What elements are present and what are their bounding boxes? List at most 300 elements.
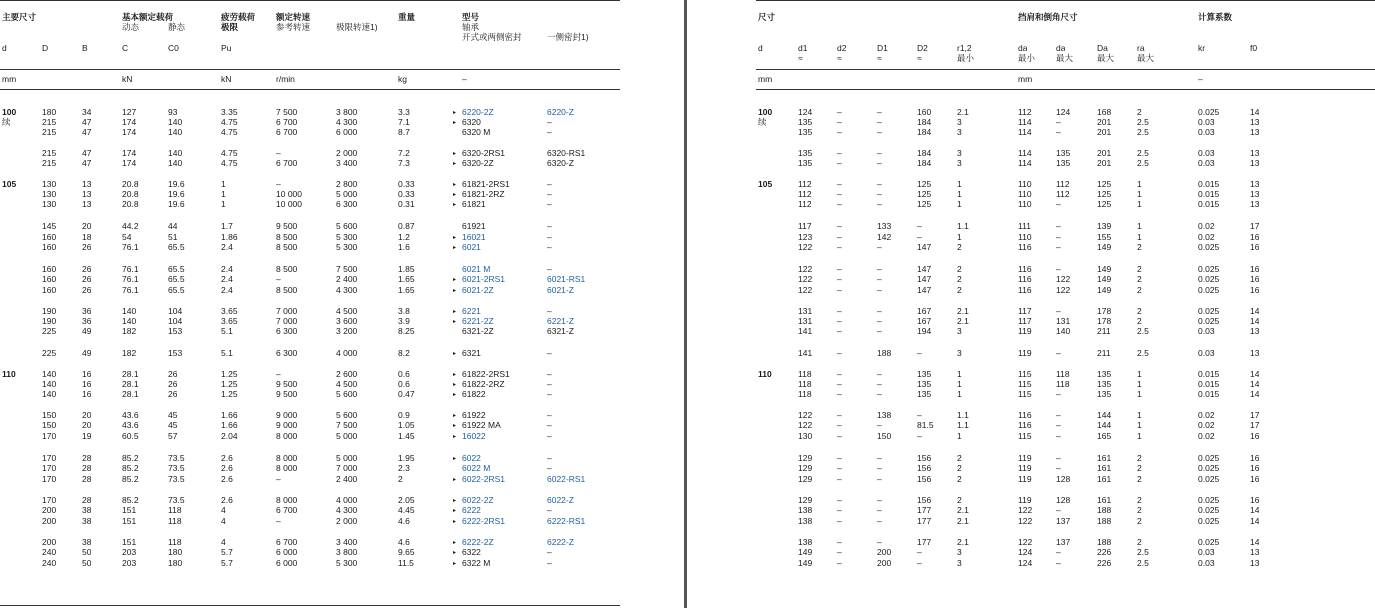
cell-d2: – — [837, 558, 842, 568]
arrow-marker-icon: ▸ — [453, 456, 457, 462]
cell-designation[interactable]: 6021 M — [462, 264, 491, 274]
sym-f0: f0 — [1250, 43, 1258, 53]
cell-limit-speed: 7 500 — [336, 420, 358, 430]
cell-mass: 11.5 — [398, 558, 414, 568]
header-load-dynamic: 动态 — [122, 22, 140, 32]
cell-Da: 201 — [1097, 127, 1112, 137]
cell-D: 140 — [42, 379, 57, 389]
cell-mass: 3.8 — [398, 306, 410, 316]
cell-one-side: – — [547, 221, 552, 231]
cell-D: 190 — [42, 316, 57, 326]
cell-da-min: 114 — [1018, 127, 1032, 137]
header-main-dimensions: 主要尺寸 — [2, 12, 37, 22]
cell-one-side[interactable]: 6022-Z — [547, 495, 574, 505]
cell-D1: 150 — [877, 431, 892, 441]
cell-Da: 125 — [1097, 179, 1112, 189]
cell-mass: 8.2 — [398, 348, 410, 358]
cell-limit-speed: 3 800 — [336, 547, 358, 557]
cell-C0: 65.5 — [168, 264, 185, 274]
cell-Da: 201 — [1097, 158, 1112, 168]
cell-designation[interactable]: 6220-2Z — [462, 107, 494, 117]
cell-Pu: 2.4 — [221, 242, 233, 252]
unit-kN: kN — [221, 74, 232, 84]
cell-r12: 1 — [957, 431, 962, 441]
cell-d: 100 — [2, 107, 17, 117]
cell-r12: 2.1 — [957, 107, 969, 117]
cell-C0: 118 — [168, 516, 182, 526]
header-abutment: 挡肩和倒角尺寸 — [1018, 12, 1078, 22]
arrow-marker-icon: ▸ — [453, 351, 457, 357]
cell-kr: 0.025 — [1198, 463, 1220, 473]
cell-ra: 2 — [1137, 306, 1142, 316]
cell-D1: – — [877, 389, 882, 399]
cell-designation: 6320 — [462, 117, 481, 127]
cell-limit-speed: 4 000 — [336, 495, 358, 505]
cell-r12: 3 — [957, 348, 962, 358]
cell-ref-speed: – — [276, 474, 281, 484]
cell-f0: 16 — [1250, 453, 1260, 463]
header-one-side: 一侧密封1) — [547, 32, 589, 42]
cell-mass: 0.6 — [398, 369, 410, 379]
cell-r12: 1.1 — [957, 410, 969, 420]
cell-D1: 200 — [877, 547, 892, 557]
cell-r12: 2 — [957, 274, 962, 284]
cell-ref-speed: 8 500 — [276, 232, 298, 242]
cell-B: 47 — [82, 158, 92, 168]
cell-limit-speed: 5 000 — [336, 431, 358, 441]
cell-da-max: – — [1056, 199, 1061, 209]
cell-kr: 0.03 — [1198, 558, 1215, 568]
cell-Pu: 1.66 — [221, 420, 238, 430]
cell-D1: – — [877, 495, 882, 505]
cell-ra: 2 — [1137, 274, 1142, 284]
cell-B: 16 — [82, 379, 92, 389]
cell-ra: 2 — [1137, 107, 1142, 117]
cell-one-side: – — [547, 199, 552, 209]
cell-r12: 2 — [957, 453, 962, 463]
cell-designation[interactable]: 16022 — [462, 431, 486, 441]
cell-one-side: – — [547, 369, 552, 379]
arrow-marker-icon: ▸ — [453, 382, 457, 388]
cell-designation[interactable]: 6221-2Z — [462, 316, 494, 326]
cell-ref-speed: 6 700 — [276, 158, 298, 168]
cell-kr: 0.025 — [1198, 516, 1220, 526]
cell-C0: 93 — [168, 107, 178, 117]
cell-D: 170 — [42, 453, 57, 463]
cell-da-max: 112 — [1056, 189, 1070, 199]
max-ra: 最大 — [1137, 53, 1155, 63]
unit-none: – — [1198, 74, 1203, 84]
cell-kr: 0.015 — [1198, 199, 1220, 209]
unit-mm: mm — [758, 74, 773, 84]
cell-one-side[interactable]: 6222-RS1 — [547, 516, 586, 526]
cell-mass: 7.2 — [398, 148, 410, 158]
approx-d2: ≈ — [837, 53, 842, 63]
min-r12: 最小 — [957, 53, 975, 63]
cell-B: 26 — [82, 242, 92, 252]
cell-C0: 26 — [168, 379, 178, 389]
cell-designation[interactable]: 6022-2Z — [462, 495, 494, 505]
cell-kr: 0.02 — [1198, 410, 1215, 420]
cell-D1: – — [877, 537, 882, 547]
approx-D1: ≈ — [877, 53, 882, 63]
cell-f0: 13 — [1250, 127, 1260, 137]
cell-D: 130 — [42, 199, 57, 209]
cell-d1: 122 — [798, 420, 813, 430]
cell-D2: 156 — [917, 453, 932, 463]
arrow-marker-icon: ▸ — [453, 423, 457, 429]
cell-one-side[interactable]: 6021-Z — [547, 285, 574, 295]
cell-C: 43.6 — [122, 420, 139, 430]
cell-C: 182 — [122, 326, 137, 336]
cell-limit-speed: 5 000 — [336, 453, 358, 463]
cell-r12: 1 — [957, 369, 962, 379]
cell-da-min: 114 — [1018, 148, 1032, 158]
cell-kr: 0.025 — [1198, 274, 1220, 284]
cell-Da: 226 — [1097, 547, 1112, 557]
cell-limit-speed: 5 600 — [336, 389, 358, 399]
unit-none: – — [462, 74, 467, 84]
cell-C0: 73.5 — [168, 495, 185, 505]
cell-D2: 135 — [917, 369, 932, 379]
cell-D1: 200 — [877, 558, 892, 568]
cell-d1: 135 — [798, 127, 813, 137]
cell-Da: 165 — [1097, 431, 1112, 441]
cell-kr: 0.015 — [1198, 379, 1220, 389]
cell-da-min: 122 — [1018, 505, 1033, 515]
cell-d1: 124 — [798, 107, 813, 117]
cell-C0: 140 — [168, 148, 183, 158]
cell-ref-speed: 6 300 — [276, 348, 298, 358]
cell-D2: – — [917, 547, 922, 557]
cell-r12: 2.1 — [957, 316, 969, 326]
cell-Pu: 1.25 — [221, 379, 238, 389]
cell-ra: 2 — [1137, 516, 1142, 526]
cell-C: 60.5 — [122, 431, 139, 441]
cell-ra: 2.5 — [1137, 158, 1149, 168]
cell-f0: 14 — [1250, 316, 1260, 326]
cell-C0: 118 — [168, 537, 182, 547]
cell-Pu: 2.6 — [221, 453, 233, 463]
arrow-marker-icon: ▸ — [453, 151, 457, 157]
cell-kr: 0.03 — [1198, 326, 1215, 336]
cell-designation[interactable]: 6022 — [462, 453, 481, 463]
cell-mass: 0.31 — [398, 199, 415, 209]
cell-da-max: 112 — [1056, 179, 1070, 189]
cell-B: 47 — [82, 127, 92, 137]
cell-da-min: 117 — [1018, 316, 1032, 326]
cell-Pu: 2.4 — [221, 285, 233, 295]
cell-d2: – — [837, 537, 842, 547]
cell-ref-speed: 6 000 — [276, 547, 298, 557]
cell-ra: 2.5 — [1137, 148, 1149, 158]
cell-f0: 16 — [1250, 431, 1260, 441]
cell-da-min: 116 — [1018, 410, 1032, 420]
cell-mass: 1.45 — [398, 431, 415, 441]
cell-D: 225 — [42, 348, 57, 358]
header-open-or-both: 开式或两侧密封 — [462, 32, 522, 42]
cell-da-min: 122 — [1018, 537, 1033, 547]
cell-ref-speed: 7 000 — [276, 316, 298, 326]
cell-designation: 6320-2RS1 — [462, 148, 506, 158]
cell-d: 110 — [758, 369, 772, 379]
cell-d1: 118 — [798, 369, 812, 379]
cell-r12: 2.1 — [957, 516, 969, 526]
cell-D2: 81.5 — [917, 420, 934, 430]
cell-Pu: 1.86 — [221, 232, 238, 242]
cell-ra: 2 — [1137, 264, 1142, 274]
cell-d1: 138 — [798, 516, 813, 526]
cell-f0: 13 — [1250, 148, 1260, 158]
cell-C: 85.2 — [122, 463, 139, 473]
sym-d: d — [758, 43, 763, 53]
cell-C: 20.8 — [122, 179, 139, 189]
cell-C: 151 — [122, 516, 137, 526]
cell-kr: 0.03 — [1198, 547, 1215, 557]
cell-d2: – — [837, 316, 842, 326]
cell-one-side: – — [547, 306, 552, 316]
cell-ref-speed: 6 300 — [276, 326, 298, 336]
cell-D1: 133 — [877, 221, 892, 231]
cell-D1: – — [877, 306, 882, 316]
cell-Pu: 2.4 — [221, 274, 233, 284]
cell-one-side: 6320-RS1 — [547, 148, 586, 158]
page-gutter — [684, 0, 687, 608]
cell-ra: 2.5 — [1137, 558, 1149, 568]
cell-one-side[interactable]: 6022-RS1 — [547, 474, 586, 484]
cell-one-side: – — [547, 117, 552, 127]
cell-kr: 0.015 — [1198, 189, 1220, 199]
cell-mass: 9.65 — [398, 547, 415, 557]
cell-Pu: 3.65 — [221, 316, 238, 326]
sym-da-max: da — [1056, 43, 1066, 53]
cell-D2: 135 — [917, 379, 932, 389]
cell-B: 20 — [82, 221, 92, 231]
sym-Pu: Pu — [221, 43, 232, 53]
cell-da-min: 114 — [1018, 158, 1032, 168]
cell-d2: – — [837, 107, 842, 117]
cell-ra: 1 — [1137, 221, 1142, 231]
cell-r12: 1 — [957, 179, 962, 189]
bottom-rule — [0, 605, 620, 606]
cell-B: 20 — [82, 420, 92, 430]
cell-d: 105 — [2, 179, 17, 189]
cell-limit-speed: 6 300 — [336, 199, 358, 209]
cell-ref-speed: 6 000 — [276, 558, 298, 568]
cell-D2: 167 — [917, 316, 932, 326]
cell-kr: 0.025 — [1198, 306, 1220, 316]
cell-B: 18 — [82, 232, 92, 242]
cell-mass: 2.3 — [398, 463, 410, 473]
cell-da-max: 137 — [1056, 516, 1071, 526]
min-da: 最小 — [1018, 53, 1036, 63]
cell-Da: 139 — [1097, 221, 1112, 231]
cell-kr: 0.025 — [1198, 264, 1220, 274]
cell-f0: 16 — [1250, 242, 1260, 252]
cell-designation: 6320-2Z — [462, 158, 494, 168]
cell-d2: – — [837, 326, 842, 336]
cell-ref-speed: 6 700 — [276, 127, 298, 137]
cell-D2: 147 — [917, 242, 932, 252]
top-rule — [0, 0, 620, 1]
cell-B: 26 — [82, 285, 92, 295]
cell-da-min: 116 — [1018, 274, 1032, 284]
cell-kr: 0.03 — [1198, 148, 1215, 158]
cell-limit-speed: 6 000 — [336, 127, 358, 137]
cell-designation[interactable]: 6222 — [462, 505, 481, 515]
cell-Da: 149 — [1097, 285, 1112, 295]
cell-da-min: 115 — [1018, 379, 1032, 389]
cell-Da: 161 — [1097, 474, 1112, 484]
unit-mm: mm — [1018, 74, 1033, 84]
cell-Pu: 1 — [221, 199, 226, 209]
cell-B: 28 — [82, 453, 92, 463]
cell-d: 续 — [758, 117, 767, 127]
cell-d2: – — [837, 221, 842, 231]
cell-d2: – — [837, 379, 842, 389]
cell-B: 49 — [82, 348, 92, 358]
sym-kr: kr — [1198, 43, 1206, 53]
cell-B: 13 — [82, 189, 92, 199]
header-speed: 额定转速 — [276, 12, 311, 22]
cell-ra: 1 — [1137, 410, 1142, 420]
cell-Da: 178 — [1097, 306, 1112, 316]
cell-ra: 2 — [1137, 505, 1142, 515]
header-dimensions: 尺寸 — [758, 12, 776, 22]
cell-kr: 0.025 — [1198, 453, 1220, 463]
cell-d2: – — [837, 306, 842, 316]
cell-mass: 1.65 — [398, 285, 415, 295]
cell-one-side[interactable]: 6220-Z — [547, 107, 574, 117]
cell-d1: 117 — [798, 221, 812, 231]
cell-B: 38 — [82, 516, 92, 526]
arrow-marker-icon: ▸ — [453, 372, 457, 378]
cell-limit-speed: 3 400 — [336, 537, 358, 547]
cell-da-max: 128 — [1056, 495, 1071, 505]
cell-da-max: 124 — [1056, 107, 1071, 117]
cell-designation: 61922 MA — [462, 420, 501, 430]
cell-da-max: – — [1056, 389, 1061, 399]
cell-C0: 118 — [168, 505, 182, 515]
cell-d2: – — [837, 179, 842, 189]
cell-designation[interactable]: 6222-2Z — [462, 537, 494, 547]
cell-one-side: – — [547, 242, 552, 252]
cell-one-side[interactable]: 6021-RS1 — [547, 274, 586, 284]
cell-C0: 19.6 — [168, 189, 185, 199]
cell-D2: – — [917, 410, 922, 420]
cell-C0: 65.5 — [168, 285, 185, 295]
cell-Da: 161 — [1097, 463, 1112, 473]
cell-Pu: 4 — [221, 505, 226, 515]
cell-d1: 122 — [798, 285, 813, 295]
cell-C0: 73.5 — [168, 474, 185, 484]
sym-da-min: da — [1018, 43, 1028, 53]
cell-C0: 104 — [168, 306, 183, 316]
cell-Pu: 5.1 — [221, 348, 233, 358]
cell-d2: – — [837, 242, 842, 252]
cell-d1: 149 — [798, 558, 813, 568]
cell-C: 28.1 — [122, 369, 139, 379]
cell-d2: – — [837, 505, 842, 515]
cell-Pu: 4.75 — [221, 127, 238, 137]
cell-Pu: 3.35 — [221, 107, 238, 117]
cell-mass: 3.9 — [398, 316, 410, 326]
cell-designation[interactable]: 6022-2RS1 — [462, 474, 506, 484]
cell-designation[interactable]: 6022 M — [462, 463, 491, 473]
cell-ref-speed: 8 000 — [276, 463, 298, 473]
cell-one-side[interactable]: 6222-Z — [547, 537, 574, 547]
cell-ra: 1 — [1137, 199, 1142, 209]
cell-C: 20.8 — [122, 199, 139, 209]
cell-ref-speed: – — [276, 148, 281, 158]
cell-ra: 2 — [1137, 474, 1142, 484]
cell-C0: 140 — [168, 158, 183, 168]
cell-Pu: 2.04 — [221, 431, 238, 441]
cell-ra: 1 — [1137, 179, 1142, 189]
cell-f0: 16 — [1250, 232, 1260, 242]
cell-ra: 2 — [1137, 453, 1142, 463]
cell-designation[interactable]: 6222-2RS1 — [462, 516, 506, 526]
cell-limit-speed: 5 300 — [336, 232, 358, 242]
cell-B: 47 — [82, 148, 92, 158]
cell-da-min: 116 — [1018, 242, 1032, 252]
cell-da-min: 115 — [1018, 389, 1032, 399]
cell-ref-speed: 8 500 — [276, 242, 298, 252]
cell-designation[interactable]: 6221 — [462, 306, 481, 316]
cell-D1: – — [877, 264, 882, 274]
cell-r12: 3 — [957, 127, 962, 137]
cell-D1: – — [877, 516, 882, 526]
cell-B: 28 — [82, 495, 92, 505]
cell-B: 26 — [82, 274, 92, 284]
cell-kr: 0.025 — [1198, 537, 1220, 547]
cell-D1: – — [877, 379, 882, 389]
cell-designation[interactable]: 16021 — [462, 232, 486, 242]
cell-one-side[interactable]: 6221-Z — [547, 316, 574, 326]
cell-D2: 156 — [917, 463, 932, 473]
header-bearing: 轴承 — [462, 22, 480, 32]
cell-B: 38 — [82, 537, 92, 547]
cell-designation[interactable]: 6021-2Z — [462, 285, 494, 295]
cell-D2: 156 — [917, 495, 932, 505]
header-rule — [756, 69, 1375, 70]
sym-d2: d2 — [837, 43, 847, 53]
cell-designation[interactable]: 6021-2RS1 — [462, 274, 506, 284]
cell-designation[interactable]: 6021 — [462, 242, 481, 252]
cell-D1: – — [877, 107, 882, 117]
cell-designation: 61822 — [462, 389, 486, 399]
cell-f0: 17 — [1250, 410, 1260, 420]
cell-d1: 130 — [798, 431, 813, 441]
cell-B: 36 — [82, 316, 92, 326]
cell-d1: 135 — [798, 148, 813, 158]
cell-d2: – — [837, 463, 842, 473]
cell-limit-speed: 3 600 — [336, 316, 358, 326]
cell-ra: 2.5 — [1137, 326, 1149, 336]
cell-D1: – — [877, 242, 882, 252]
cell-B: 47 — [82, 117, 92, 127]
cell-ref-speed: 8 500 — [276, 285, 298, 295]
cell-f0: 13 — [1250, 547, 1260, 557]
cell-Pu: 5.7 — [221, 547, 233, 557]
cell-kr: 0.025 — [1198, 495, 1220, 505]
cell-C0: 65.5 — [168, 242, 185, 252]
cell-Da: 201 — [1097, 148, 1112, 158]
cell-limit-speed: 2 000 — [336, 516, 358, 526]
cell-D2: 184 — [917, 148, 932, 158]
cell-C: 85.2 — [122, 453, 139, 463]
cell-d1: 118 — [798, 389, 812, 399]
